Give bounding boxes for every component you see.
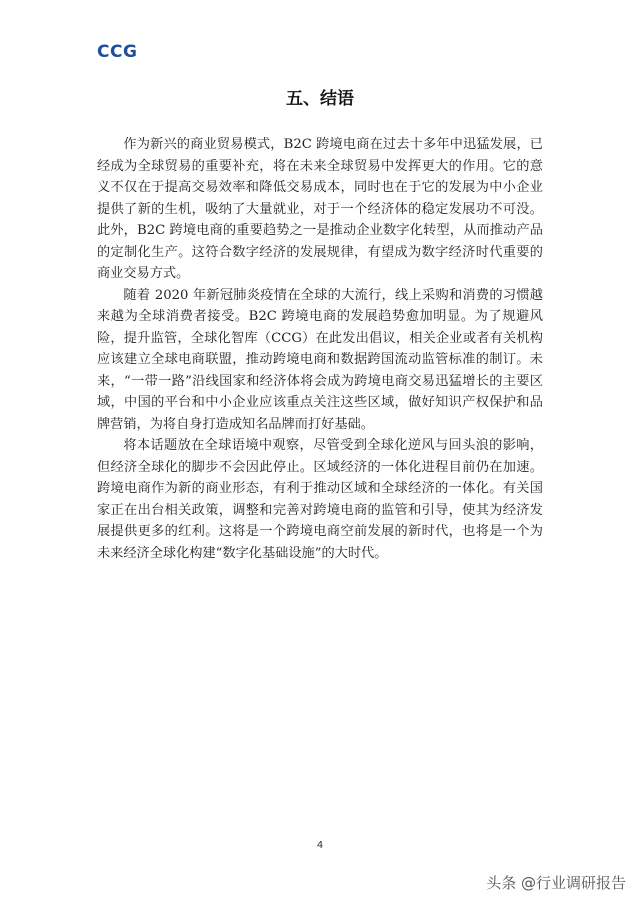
document-body: [97, 134, 543, 564]
paragraph: 作为新兴的商业贸易模式，B2C 跨境电商在过去十多年中迅猛发展，已经成为全球贸易的重要补充，将在未来全球贸易中发挥更大的作用。它的意义不仅在于提高交易效率和降低交易成本，同时也在于它的发展为中小企业提供了新的生机，吸纳了大量就业，对于一个经济体的稳定发展功不可没。此外，B2C 跨境电商的重要趋势之一是推动企业数字化转型，从而推动产品的定制化生产。这符合数字经济的发展规律，有望成为数字经济时代重要的商业交易方式。: [97, 137, 543, 281]
paragraph: 将本话题放在全球语境中观察，尽管受到全球化逆风与回头浪的影响，但经济全球化的脚步不会因此停止。区域经济的一体化进程目前仍在加速。跨境电商作为新的商业形态，有利于推动区域和全球经济的一体化。有关国家正在出台相关政策，调整和完善对跨境电商的监管和引导，使其为经济发展提供更多的红利。这将是一个跨境电商空前发展的新时代，也将是一个为未来经济全球化构建“数字化基础设施”的大时代。: [97, 438, 543, 561]
page-number: 4: [316, 840, 324, 851]
watermark: 头条 @行业调研报告: [486, 874, 626, 892]
paragraph: 随着 2020 年新冠肺炎疫情在全球的大流行，线上采购和消费的习惯越来越为全球消费者接受。B2C 跨境电商的发展趋势愈加明显。为了规避风险，提升监管，全球化智库（CCG）在此发出倡议，相关企业或者有关机构应该建立全球电商联盟，推动跨境电商和数据跨国流动监管标准的制订。未来，“一带一路”沿线国家和经济体将会成为跨境电商交易迅猛增长的主要区域，中国的平台和中小企业应该重点关注这些区域，做好知识产权保护和品牌营销，为将自身打造成知名品牌而打好基础。: [97, 287, 543, 432]
ccg-logo: CCG: [97, 42, 138, 62]
section-title: 五、结语: [286, 89, 354, 109]
